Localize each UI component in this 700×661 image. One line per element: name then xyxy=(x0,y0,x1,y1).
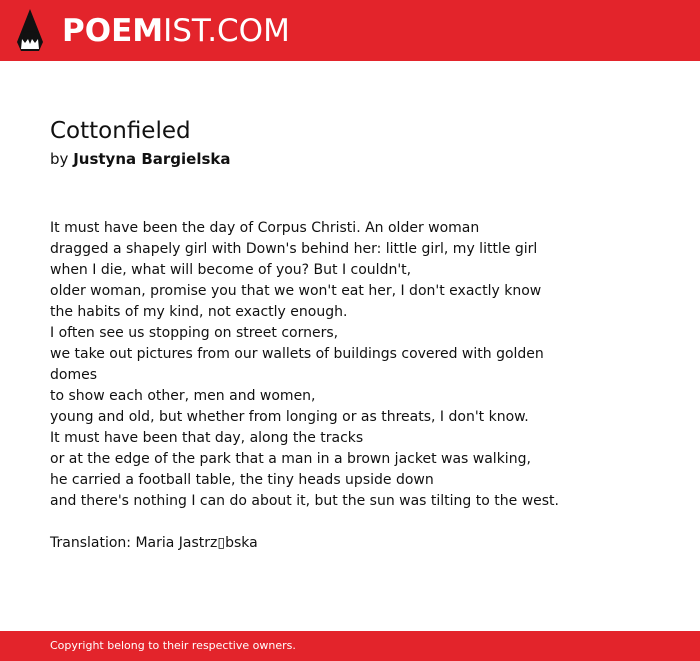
poem-line: It must have been the day of Corpus Christi. An older woman xyxy=(50,220,480,236)
poem-line: the habits of my kind, not exactly enough. xyxy=(50,304,348,320)
poem-line: dragged a shapely girl with Down's behind her: little girl, my little girl xyxy=(50,241,538,257)
logo-bold-text: POEM xyxy=(62,13,164,49)
translation-credit: Translation: Maria Jastrz▯bska xyxy=(50,535,258,551)
poem-line: young and old, but whether from longing or as threats, I don't know. xyxy=(50,409,529,425)
poem-line: It must have been that day, along the tracks xyxy=(50,430,364,446)
poem-body xyxy=(50,218,650,512)
poem-line: when I die, what will become of you? But I couldn't, xyxy=(50,262,412,278)
poem-line: older woman, promise you that we won't eat her, I don't exactly know xyxy=(50,283,542,299)
poem-line: or at the edge of the park that a man in a brown jacket was walking, xyxy=(50,451,531,467)
author-name: Justyna Bargielska xyxy=(73,150,231,168)
logo-light-text: IST.COM xyxy=(163,13,290,49)
site-header xyxy=(0,0,700,61)
poem-title: Cottonfieled xyxy=(50,118,191,144)
poem-line: and there's nothing I can do about it, but the sun was tilting to the west. xyxy=(50,493,559,509)
pencil-icon[interactable] xyxy=(17,9,43,51)
byline xyxy=(50,148,231,170)
poem-line: I often see us stopping on street corners, xyxy=(50,325,339,341)
site-footer xyxy=(0,631,700,661)
by-label: by xyxy=(50,150,69,168)
poem-line: domes xyxy=(50,367,97,383)
site-logo[interactable] xyxy=(62,12,290,50)
poem-line: to show each other, men and women, xyxy=(50,388,316,404)
poem-line: he carried a football table, the tiny heads upside down xyxy=(50,472,434,488)
copyright-notice: Copyright belong to their respective owners. xyxy=(50,639,296,652)
poem-line: we take out pictures from our wallets of buildings covered with golden xyxy=(50,346,544,362)
